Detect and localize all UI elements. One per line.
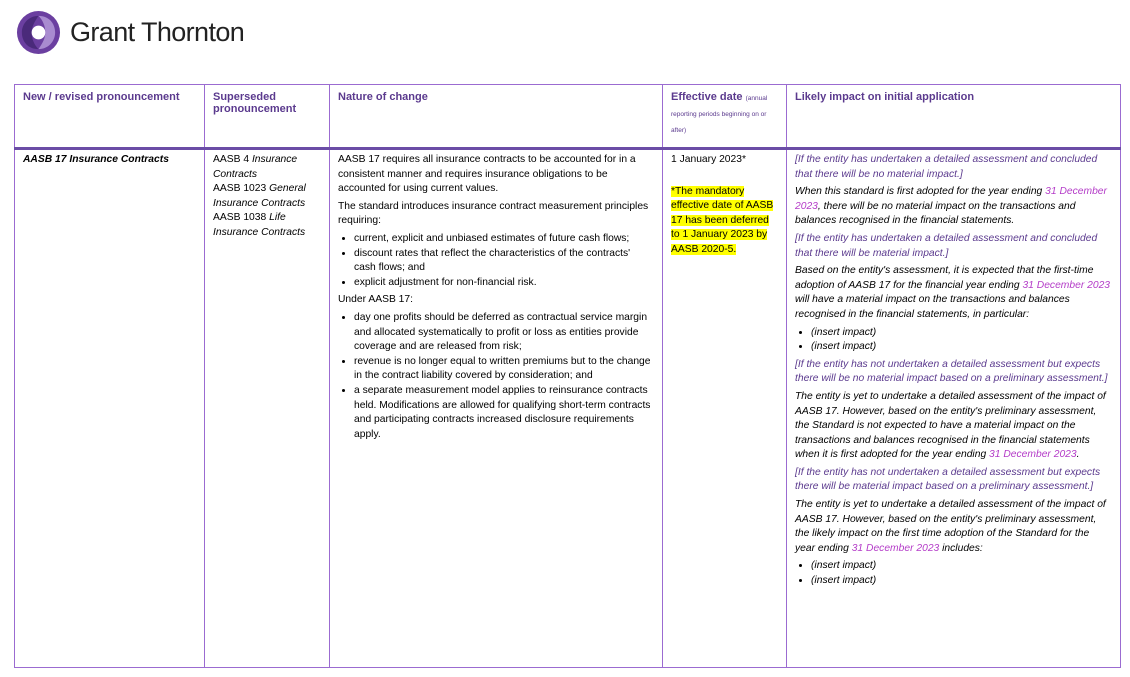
effective-date-deferral-note: *The mandatory effective date of AASB 17 has been deferred to 1 January 2023 by AASB 2020-5. bbox=[671, 185, 774, 255]
cell-likely-impact bbox=[787, 149, 1121, 668]
nature-paragraph: The standard introduces insurance contract measurement principles requiring: bbox=[338, 200, 649, 227]
cell-nature-of-change bbox=[330, 149, 663, 668]
list-item: • (insert impact) bbox=[811, 326, 1112, 341]
brand-name: Grant Thornton bbox=[70, 16, 245, 47]
list-item: • (insert impact) bbox=[811, 559, 1112, 574]
nature-paragraph: Under AASB 17: bbox=[338, 294, 413, 306]
list-item: • (insert impact) bbox=[811, 574, 1112, 589]
impact-scenario-bracket: [If the entity has undertaken a detailed assessment and concluded that there will be material impact.] bbox=[795, 232, 1098, 259]
pronouncements-table bbox=[14, 84, 1121, 668]
impact-bullet-list bbox=[795, 326, 1112, 355]
list-item: • a separate measurement model applies to reinsurance contracts held. Modifications are allowed for qualifying short-term contracts and participating contracts increased disclosure requirements apply. bbox=[354, 384, 654, 442]
impact-scenario-text: Based on the entity's assessment, it is expected that the first-time adoption of AASB 17 for the financial year ending 31 December 2023 will have a material impact on the transactions and balances recognised in the financial statements, in particular: bbox=[795, 265, 1111, 320]
cell-superseded bbox=[205, 149, 330, 668]
header-new-pronouncement: New / revised pronouncement bbox=[15, 85, 205, 149]
impact-scenario-bracket: [If the entity has not undertaken a detailed assessment but expects there will be material impact based on a preliminary assessment.] bbox=[795, 466, 1101, 493]
impact-bullet-list bbox=[795, 559, 1112, 588]
table-row bbox=[15, 149, 1121, 668]
list-item: • day one profits should be deferred as contractual service margin and allocated systematically to profit or loss as entities provide coverage and are released from risk; bbox=[354, 311, 654, 355]
header-effective-date-label: Effective date bbox=[671, 91, 743, 103]
cell-pronouncement bbox=[15, 149, 205, 668]
pronouncement-name: AASB 17 Insurance Contracts bbox=[23, 154, 169, 165]
superseded-item: AASB 1038 Life Insurance Contracts bbox=[213, 212, 306, 238]
list-item: • discount rates that reflect the characteristics of the contracts' cash flows; and bbox=[354, 247, 654, 276]
impact-scenario-bracket: [If the entity has not undertaken a detailed assessment but expects there will be no material impact based on a preliminary assessment.] bbox=[795, 358, 1108, 385]
grant-thornton-logo bbox=[16, 9, 244, 55]
nature-bullet-list bbox=[338, 311, 654, 442]
header-superseded: Superseded pronouncement bbox=[205, 85, 330, 149]
nature-bullet-list bbox=[338, 232, 654, 290]
list-item: • (insert impact) bbox=[811, 340, 1112, 355]
header-effective-date-note: (annual reporting periods beginning on or after) bbox=[671, 95, 768, 134]
impact-scenario-text: When this standard is first adopted for the year ending 31 December 2023, there will be no material impact on the transactions and balances recognised in the financial statements. bbox=[795, 186, 1107, 227]
impact-scenario-bracket: [If the entity has undertaken a detailed assessment and concluded that there will be no material impact.] bbox=[795, 154, 1098, 180]
list-item: • revenue is no longer equal to written premiums but to the change in the contract liability covered by consideration; and bbox=[354, 355, 654, 384]
table-header-row bbox=[15, 85, 1121, 149]
header-nature-of-change: Nature of change bbox=[330, 85, 663, 149]
impact-scenario-text: The entity is yet to undertake a detailed assessment of the impact of AASB 17. However, based on the entity's preliminary assessment, the Standard is not expected to have a material impact on the transactions and balances recognised in the financial statements when it is first adopted for the year ending 31 December 2023. bbox=[795, 390, 1106, 461]
cell-effective-date bbox=[663, 149, 787, 668]
impact-scenario-text: The entity is yet to undertake a detailed assessment of the impact of AASB 17. However, based on the entity's preliminary assessment, the likely impact on the first time adoption of the Standard for the year ending 31 December 2023 includes: bbox=[795, 499, 1106, 554]
header-effective-date bbox=[663, 85, 787, 149]
list-item: • current, explicit and unbiased estimates of future cash flows; bbox=[354, 232, 654, 247]
effective-date-value: 1 January 2023* bbox=[671, 154, 746, 165]
grant-thornton-logo-icon bbox=[16, 10, 61, 55]
nature-paragraph: AASB 17 requires all insurance contracts to be accounted for in a consistent manner and requires insurance obligations to be accounted for using current values. bbox=[338, 154, 636, 195]
header-likely-impact: Likely impact on initial application bbox=[787, 85, 1121, 149]
superseded-item: AASB 4 Insurance Contracts bbox=[213, 154, 298, 180]
list-item: • explicit adjustment for non-financial risk. bbox=[354, 276, 654, 291]
superseded-item: AASB 1023 General Insurance Contracts bbox=[213, 183, 306, 209]
